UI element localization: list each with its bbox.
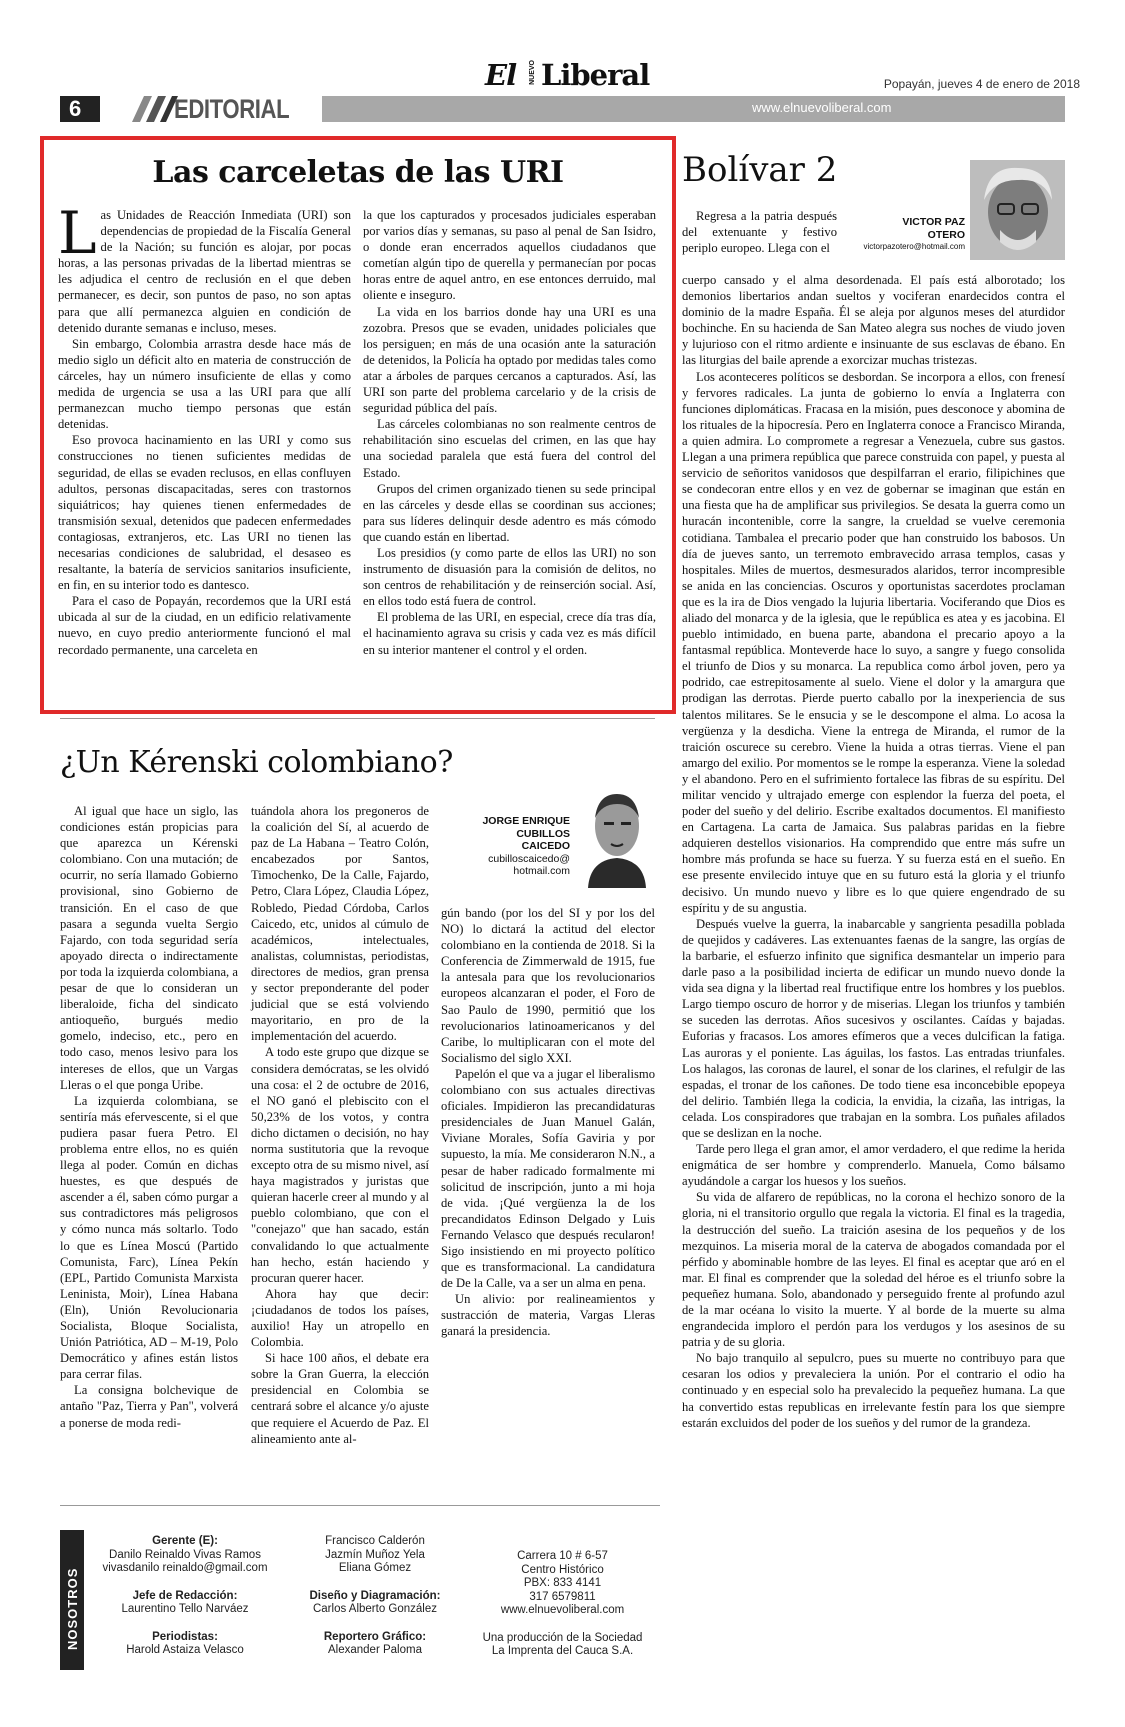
staff-name: Carlos Alberto González [312,1603,437,1615]
section-bar-fill [322,96,1065,122]
editorial-paragraph: Grupos del crimen organizado tienen su sede principal en las cárceles y desde ellas se coordinan sus acciones; para sus líderes delinquir desde adentro es más cómodo que cuando están en libertad. [363,481,656,544]
author-name: OTERO [927,228,965,241]
masthead-liberal: Liberal [541,58,650,92]
editorial-paragraph: la que los capturados y procesados judiciales esperaban por varios días y semanas, su paso al penal de San Isidro, o donde eran encerrados aquellos ciudadanos que cometían algún tipo de querella y permanecían por pocas horas entre de aquel antro, en ese entonces derruido, mal oliente e inseguro. [363,208,656,303]
kerenski-paragraph: gún bando (por los del SI y por los del NO) lo dictará la actitud del elector colombiano en la contienda de 2018. Si la Conferencia de Zimmerwald de 1915, fue la antesala para que los revolucionarios europeos alcanzaran el poder, el Foro de Sao Paulo de 1990, permitió que los revolucionarios latinoamericanos y del Caribe, lo multiplicaran con el mote del Socialismo del siglo XXI. [441,906,655,1065]
staff-column-1 [100,1535,270,1658]
bolivar-paragraph: cuerpo cansado y el alma desordenada. El país está alborotado; los demonios libertarios andan sueltos y vociferan enardecidos contra el dominio de la madre España. Él se aleja por algunos meses del aturdidor bochinche. En su hacienda de San Mateo alegra sus noches de viudo joven y lujurioso con el ritmo ardiente e insinuante de sus esclavas de ébano. En las liturgias del baile aprende a exorcizar muchas tristezas. [682,273,1065,368]
masthead-nuevo: NUEVO [529,60,536,85]
kerenski-paragraph: Un alivio: por realineamientos y sustracción de materia, Vargas Lleras ganará la presidencia. [441,1292,655,1339]
page-number: 6 [60,96,100,122]
editorial-column-1 [58,199,351,658]
bolivar-paragraph: Los aconteceres políticos se desbordan. Se incorpora a ellos, con frenesí y fervores radicales. La junta de gobierno lo envía a Inglaterra con funciones diplomáticas. Fracasa en la misión, pues desconoce y abomina de los rituales de la hipocresía. Pero en Inglaterra conoce a Francisco Miranda, a quien admira. Lo compromete a regresar a Venezuela, cubre sus gastos. Llegan a una primera república que parece construida con papel, y puesta al servicio de señoritos vanidosos que despilfarran el erario, filipichines que se condecoran entre ellos y en vez de gobernar se imaginan que están en una fiesta que ha de amplificar sus privilegios. Se desata la guerra como un huracán incontenible, corre la sangre, la crueldad se vuelve ceremonia cotidiana. Tambalea el precario poder que han construido los babosos. Un día de jueves santo, un terremoto embravecido arrasa templos, casas y hospitales. Miles de muertos, desmesurados alaridos, terror incompresible se anida en las conciencias. Oscuros y oportunistas sacerdotes proclaman que es la ira de Dios vengado la lujuria libertaria. Vociferando que Dios es aliado del monarca y de la iglesia, que le república es atea y es jacobina. El pueblo intimidado, en buena parte, abandona el precario apoyo a la fantasmal república. Monteverde hace lo suyo, a sangre y fuego consolida el triunfo de Dios y su monarca. La republica como árbol joven, pero ya podrido, cae estrepitosamente al suelo. Viene el dolor y la amargura que prodigan las derrotas. Pierde puerto caballo por la inexperiencia de sus talentos militares. Se le ensucia y se le descompone el alma. Lo acosa la vergüenza y la desdicha. Viene la entrega de Miranda, el rumor de la traición oscurece su cerebro. Viene la huida a otras tierras. Viene el pan amargo del exilio. Por momentos se le rompe la esperanza. Viene la soledad y el abandono. Pero en el sufrimiento fortalece las fibras de su espíritu. Del militar vencido y ultrajado emerge con esplendor la fuerza del poeta, el poder del sueño y del delirio. Escribe exaltados documentos. El manifiesto en Cartagena. La carta de Jamaica. Sus palabras paridas en la fiebre adquieren destellos visionarios. Ha comprendido que entre más sufre un hombre más profunda se hace su fuerza. Y su fuerza está en el sueño. En ese presente envilecido intuye que en su futuro está la gloria y el triunfo decisivo. Un mundo nuevo y libre es lo que quiere engendrado de su espíritu y de su angustia. [682,369,1065,915]
phone: 317 6579811 [529,1590,596,1603]
kerenski-paragraph: A todo este grupo que dizque se considera demócratas, se les olvidó una cosa: el 2 de octubre de 2016, el NO ganó el plebiscito con el 50,23% de los votos, y contra dicho dictamen o decisión, no hay norma sustitutoria que la revoque excepto otra de su mismo nivel, así haya magistrados y juristas que quieran hacerle creer al mundo y al pueblo colombiano, que con el "conejazo" que han sacado, están convalidando lo que actualmente han hecho, están haciendo y procuran querer hacer. [251,1045,430,1285]
section-title: EDITORIAL [174,94,290,124]
bolivar-paragraph: Regresa a la patria después del extenuante y festivo periplo europeo. Llega con el [682,209,837,256]
kerenski-paragraph: La consigna bolchevique de antaño "Paz, Tierra y Pan", volverá a ponerse de moda redi- [60,1383,238,1430]
author-name: CUBILLOS CAICEDO [516,827,570,852]
bolivar-paragraph: Su vida de alfarero de repúblicas, no la corona el hechizo sonoro de la gloria, ni el transitorio orgullo que regala la victoria. El final es la tragedia, la destrucción del sueño. La traición asesina de los pequeños y de los mezquinos. La miseria moral de la caterva de abogados comandada por el pérfido y abominable hombre de las leyes. El final es aceptar que aró en el mar. El final es comprender que la soledad del héroe es el triunfo sobre la pequeñez humana. Solo, abandonado y perseguido frente al profundo azul de la mar océana lo visito la muerte. Y al borde de la muerte su alma engrandecida imploro el perdón para los verdugos y los asesinos de su patria y de su gloria. [682,1190,1065,1350]
drop-cap: L [58,199,97,267]
kerenski-paragraph: La izquierda colombiana, se sentiría más efervescente, si el que pudiera pasar fuera Petro. El problema entre ellos, no es quién llega al poder. Común en dichas huestes, es que después de ascender a él, saben cómo purgar a sus contradictores más peligrosos y cómo nunca más soltarlo. Todo lo que es Línea Moscú (Partido Comunista, Farc), Línea Pekín (EPL, Partido Comunista Marxista Leninista, Moir), Línea Habana (Eln), Unión Revolucionaria Socialista, Bloque Socialista, Unión Patriótica, AD – M-19, Polo Democrático y afines están listos para cerrar filas. [60,1093,238,1382]
bolivar-intro [682,208,837,256]
staff-label: Gerente (E): [152,1535,218,1547]
staff-label: Diseño y Diagramación: [309,1589,441,1602]
staff-label: Jefe de Redacción: [132,1589,238,1602]
website-url[interactable]: www.elnuevoliberal.com [752,100,892,115]
kerenski-column-1 [60,803,238,1431]
editorial-paragraph: Eso provoca hacinamiento en las URI y como sus construcciones no tienen suficientes medidas de seguridad, de ellas se evaden reclusos, en ellas confluyen adultos, personas discapacitadas, seres con trastornos siquiátricos; hay quienes tienen enfermedades de transmisión sexual, detenidos que padecen enfermedades contagiosas, extranjeros, etc. Las URI no tienen las necesarias condiciones de salubridad, el desaseo es resaltante, la batería de servicios sanitarios insuficiente, en fin, en su interior todo es dantesco. [58,433,351,593]
staff-email[interactable]: vivasdanilo reinaldo@gmail.com [102,1562,268,1574]
website-url[interactable]: www.elnuevoliberal.com [500,1604,625,1616]
divider [60,718,655,719]
author-name: JORGE ENRIQUE [482,815,570,827]
author-portrait-icon [578,780,656,888]
editorial-paragraph: El problema de las URI, en especial, crece día tras día, el hacinamiento agrava su crisis y cada vez es más difícil en su interior mantener el control y el orden. [363,610,656,657]
masthead-el: El [485,58,517,92]
contact-column [475,1550,650,1659]
editorial-paragraph: Las cárceles colombianas no son realmente centros de rehabilitación sino escuelas del crimen, en las que hay una sociedad paralela que está fuera del control del Estado. [363,417,656,480]
kerenski-paragraph: Ahora hay que decir: ¡ciudadanos de todos los países, auxilio! Hay un atropello en Colombia. [251,1286,429,1350]
bolivar-body [682,272,1065,1431]
staff-name: Francisco Calderón [325,1535,425,1547]
kerenski-column-3 [441,905,655,1340]
address: Carrera 10 # 6-57 [517,1550,608,1562]
author-name: VICTOR PAZ [902,216,965,228]
editorial-paragraph: La vida en los barrios donde hay una URI es una zozobra. Presos que se evaden, unidades policiales que los persiguen; en más de una ocasión ante la saturación de detenidos, la Policía ha optado por medidas tales como atar a árboles de parques cercanos a capturados. Así, las URI son parte del problema carcelario y de la crisis de seguridad pública del país. [363,304,656,416]
kerenski-column-2 [251,803,429,1447]
staff-name: Jazmín Muñoz Yela [325,1548,425,1561]
editorial-title: Las carceletas de las URI [152,155,564,190]
staff-label: Reportero Gráfico: [323,1630,427,1643]
staff-name: Laurentino Tello Narváez [121,1603,249,1615]
divider [60,1505,660,1506]
masthead-logo [485,58,650,96]
nosotros-label: NOSOTROS [65,1567,80,1650]
kerenski-paragraph: Papelón el que va a jugar el liberalismo colombiano con sus actuales directivas oficiales. Impidieron las precandidaturas presidenciales de Juan Manuel Galán, Viviane Morales, Sofía Gaviria y por supuesto, la mía. Me consideraron N.N., a pesar de haber radicado formalmente mi solicitud de inscripción, junto a mi hoja de vida. ¡Qué vergüenza la de los precandidatos Edinson Delgado y Luis Fernando Velasco que después recularon! Sigo insistiendo en mi proyecto político que es transformacional. La candidatura de De la Calle, va a ser un alma en pena. [441,1066,655,1291]
staff-column-2 [290,1535,460,1658]
staff-name: Alexander Paloma [328,1644,422,1656]
bolivar-paragraph: Después vuelve la guerra, la inabarcable y sangrienta pesadilla poblada de quejidos y cadáveres. Las extenuantes faenas de la sangre, las orgías de la barbarie, el esfuerzo infinito que significa desmantelar un imperio para darle paso a la posibilidad incierta de edificar un mundo nuevo donde la vida sea digna y la libertad real fructifique entre los hombres y los pueblos. Largo tiempo oscuro de horror y de miserias. Llegan los triunfos y también se suceden las derrotas. Años sucesivos y oscilantes. Caídas y bajadas. Euforias y fracasos. Los amores efímeros que a veces dulcifican la fatiga. Las auroras y el poniente. Las águilas, los fastos. Las entradas triunfales. Los halagos, las coronas de laurel, el sonar de los clarines, el refulgir de las espadas, el tronar de los cañones. De todo tiene esa inconcebible epopeya del delirio. También llega la codicia, la envidia, la cizaña, las intrigas, la celada. Los conspiradores que trabajan en la sombra. Los puñales afilados que se deslizan en la noche. [682,916,1065,1140]
nosotros-tab [60,1530,84,1670]
producer-credit: Una producción de la Sociedad [482,1631,643,1644]
editorial-paragraph: Los presidios (y como parte de ellos las URI) no son instrumento de disuasión para la comisión de delitos, no son centros de rehabilitación y de reinserción social. Así, en ellos todo está fuera de control. [363,545,656,609]
staff-label: Periodistas: [152,1630,218,1643]
author-email: victorpazotero@hotmail.com [863,242,965,251]
bolivar-byline [825,216,965,254]
editorial-column-2 [363,207,656,658]
author-email: cubilloscaicedo@ [488,852,570,865]
address: Centro Histórico [521,1563,604,1576]
author-portrait-icon [970,160,1065,260]
producer-credit: La Imprenta del Cauca S.A. [491,1645,634,1657]
editorial-paragraph: Las Unidades de Reacción Inmediata (URI) son dependencias de propiedad de la Fiscalía General de la Nación; su función es alojar, por pocas horas, a las personas privadas de la libertad mientras se les adjudica el centro de reclusión en el que deben permanecer, es decir, son puntos de paso, no son aptas para que allí permanezca alguien en condición de detenido durante semanas e incluso, meses. [58,199,351,335]
bolivar-paragraph: No bajo tranquilo al sepulcro, pues su muerte no contribuyo para que cesaran los odios y prevaleciera la unión. Por el contrario el odio ha continuado y en especial solo ha prevalecido la pequeñez humana. La que ha convertido estas republicas en irrelevante festín para los que siempre estarán excluidos del poder de los sueños y del rumor de la grandeza. [682,1351,1065,1430]
kerenski-title: ¿Un Kérenski colombiano? [60,745,453,780]
issue-date: Popayán, jueves 4 de enero de 2018 [883,77,1080,91]
kerenski-paragraph: tuándola ahora los pregoneros de la coalición del Sí, al acuerdo de paz de La Habana – Teatro Colón, encabezados por Santos, Timochenko, De la Calle, Fajardo, Petro, Clara López, Claudia López, Robledo, Piedad Córdoba, Carlos Caicedo, etc, unidos al cúmulo de académicos, intelectuales, analistas, columnistas, periodistas, directores de medios, gran prensa y sector preponderante del poder judicial que se está volviendo mayoritario, en pro de la implementación del acuerdo. [251,804,429,1044]
editorial-paragraph: Sin embargo, Colombia arrastra desde hace más de medio siglo un déficit alto en materia de construcción de cárceles, hay un número insuficiente de ellas y como medida de urgencia se usa a las URI para que allí permanezcan mucho tiempo personas que están detenidas. [58,336,351,432]
staff-name: Harold Astaiza Velasco [126,1644,244,1656]
bolivar-title: Bolívar 2 [682,150,838,190]
author-email: hotmail.com [513,865,570,877]
phone: PBX: 833 4141 [523,1577,602,1589]
slash-decoration-icon [122,96,182,122]
bolivar-paragraph: Tarde pero llega el gran amor, el amor verdadero, el que redime la herida enigmática de ser hombre y comprenderlo. Manuela, Como bálsamo ayudándole a cargar los huesos y los sueños. [682,1142,1065,1189]
section-bar [60,96,1065,122]
staff-name: Eliana Gómez [338,1562,412,1574]
kerenski-byline [470,815,570,878]
kerenski-paragraph: Si hace 100 años, el debate era sobre la Gran Guerra, la elección presidencial en Colombia se centrará sobre el alcance y/o ajuste que requiere el Acuerdo de Paz. El alineamiento ante al- [251,1351,429,1446]
staff-name: Danilo Reinaldo Vivas Ramos [109,1548,261,1561]
kerenski-paragraph: Al igual que hace un siglo, las condiciones están propicias para que aparezca un Kérenski colombiano. Con una mutación; de ocurrir, no sería llamado Gobierno provisional, sino Gobierno de transición. En el caso de que pasara a segunda vuelta Sergio Fajardo, con toda seguridad sería apoyado directa o indirectamente por toda la izquierda colombiana, a pesar de que lo consideran un liberaloide, ficha del sindicato antioqueño, burgués medio gomelo, indeciso, etc., pero en todo caso, menos lesivo para los intereses de ellos, que un Vargas Lleras o el que ponga Uribe. [60,804,238,1092]
editorial-paragraph: Para el caso de Popayán, recordemos que la URI está ubicada al sur de la ciudad, en un edificio relativamente nuevo, en cuyo predio anteriormente funcionó el mal recordado permanente, una carceleta en [58,594,351,657]
